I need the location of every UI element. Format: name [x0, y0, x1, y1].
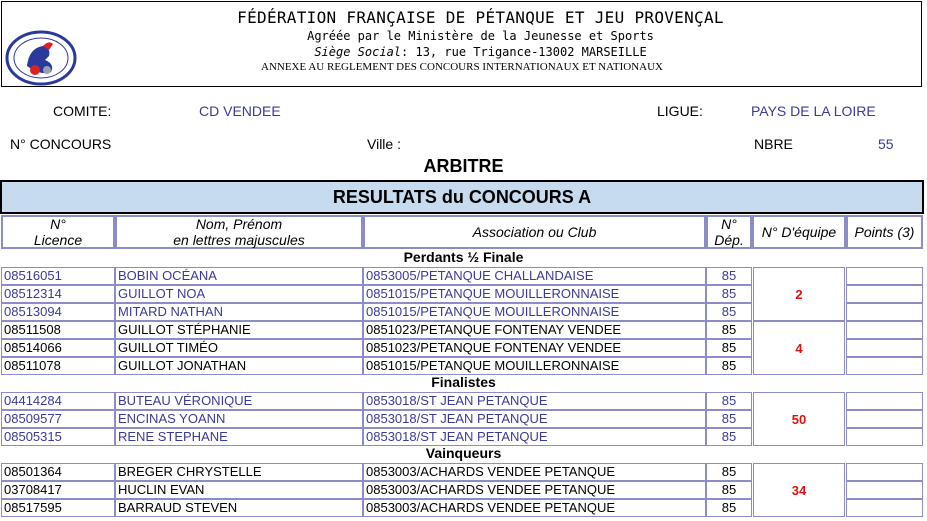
- section-title: Perdants ½ Finale: [403, 249, 524, 265]
- points-cell: [846, 463, 923, 481]
- name-cell: GUILLOT TIMÉO: [115, 339, 363, 357]
- dep-cell: 85: [706, 339, 752, 357]
- name-cell: MITARD NATHAN: [115, 303, 363, 321]
- dep-cell: 85: [706, 481, 752, 499]
- col-nom: [115, 215, 363, 249]
- points-cell: [846, 267, 923, 285]
- name-cell: HUCLIN EVAN: [115, 481, 363, 499]
- dep-cell: 85: [706, 285, 752, 303]
- col-dep: [706, 215, 752, 249]
- points-cell: [846, 392, 923, 410]
- ligue-label: LIGUE:: [657, 103, 703, 119]
- agreement-text: Agréée par le Ministère de la Jeunesse et Sports: [307, 29, 654, 43]
- name-cell: RENE STEPHANE: [115, 428, 363, 446]
- section-title: Finalistes: [431, 374, 496, 390]
- col-nom-line2: en lettres majuscules: [173, 232, 305, 248]
- licence-cell: 08511078: [1, 357, 115, 375]
- team-number: 4: [753, 321, 845, 375]
- points-cell: [846, 339, 923, 357]
- comite-label: COMITE:: [53, 103, 112, 119]
- licence-cell: 08509577: [1, 410, 115, 428]
- club-cell: 0853003/ACHARDS VENDEE PETANQUE: [363, 499, 706, 517]
- licence-cell: 04414284: [1, 392, 115, 410]
- name-cell: BREGER CHRYSTELLE: [115, 463, 363, 481]
- col-licence-line1: N°: [50, 216, 66, 232]
- section-title: Vainqueurs: [425, 445, 502, 461]
- siege-social: [2, 45, 927, 59]
- dep-cell: 85: [706, 357, 752, 375]
- club-cell: 0851023/PETANQUE FONTENAY VENDEE: [363, 339, 706, 357]
- club-cell: 0853018/ST JEAN PETANQUE: [363, 392, 706, 410]
- licence-cell: 08516051: [1, 267, 115, 285]
- licence-cell: 08514066: [1, 339, 115, 357]
- siege-address: : 13, rue Trigance-13002 MARSEILLE: [401, 45, 647, 59]
- team-number: 2: [753, 267, 845, 321]
- name-cell: BARRAUD STEVEN: [115, 499, 363, 517]
- dep-cell: 85: [706, 267, 752, 285]
- col-licence: [1, 215, 115, 249]
- points-cell: [846, 410, 923, 428]
- col-club: [363, 215, 706, 249]
- club-cell: 0851015/PETANQUE MOUILLERONNAISE: [363, 303, 706, 321]
- dep-cell: 85: [706, 428, 752, 446]
- col-equipe: [752, 215, 846, 249]
- col-licence-line2: Licence: [33, 232, 83, 248]
- col-nom-line1: Nom, Prénom: [195, 216, 283, 232]
- licence-cell: 08505315: [1, 428, 115, 446]
- dep-cell: 85: [706, 410, 752, 428]
- col-club-label: Association ou Club: [472, 224, 597, 240]
- dep-cell: 85: [706, 499, 752, 517]
- dep-cell: 85: [706, 303, 752, 321]
- col-points: [846, 215, 923, 249]
- licence-cell: 08517595: [1, 499, 115, 517]
- dep-cell: 85: [706, 463, 752, 481]
- federation-name: FÉDÉRATION FRANÇAISE DE PÉTANQUE ET JEU PROVENÇAL: [237, 8, 724, 27]
- name-cell: GUILLOT NOA: [115, 285, 363, 303]
- federation-header: [1, 1, 922, 87]
- col-dep-line1: N°: [721, 216, 737, 232]
- ligue-value: PAYS DE LA LOIRE: [751, 103, 876, 119]
- col-dep-line2: Dép.: [714, 232, 744, 248]
- licence-cell: 08511508: [1, 321, 115, 339]
- points-cell: [846, 321, 923, 339]
- points-cell: [846, 481, 923, 499]
- col-equipe-label: N° D'équipe: [761, 224, 837, 240]
- points-cell: [846, 303, 923, 321]
- name-cell: BOBIN OCÉANA: [115, 267, 363, 285]
- name-cell: ENCINAS YOANN: [115, 410, 363, 428]
- name-cell: GUILLOT STÉPHANIE: [115, 321, 363, 339]
- dep-cell: 85: [706, 392, 752, 410]
- nbre-value: 55: [878, 136, 894, 152]
- club-cell: 0851015/PETANQUE MOUILLERONNAISE: [363, 285, 706, 303]
- dep-cell: 85: [706, 321, 752, 339]
- points-cell: [846, 499, 923, 517]
- licence-cell: 08501364: [1, 463, 115, 481]
- licence-cell: 08513094: [1, 303, 115, 321]
- club-cell: 0851015/PETANQUE MOUILLERONNAISE: [363, 357, 706, 375]
- comite-value: CD VENDEE: [199, 103, 281, 119]
- club-cell: 0853003/ACHARDS VENDEE PETANQUE: [363, 463, 706, 481]
- points-cell: [846, 285, 923, 303]
- name-cell: GUILLOT JONATHAN: [115, 357, 363, 375]
- club-cell: 0853018/ST JEAN PETANQUE: [363, 410, 706, 428]
- licence-cell: 08512314: [1, 285, 115, 303]
- club-cell: 0853005/PETANQUE CHALLANDAISE: [363, 267, 706, 285]
- club-cell: 0853003/ACHARDS VENDEE PETANQUE: [363, 481, 706, 499]
- results-title: RESULTATS du CONCOURS A: [0, 180, 924, 214]
- points-cell: [846, 357, 923, 375]
- licence-cell: 03708417: [1, 481, 115, 499]
- col-points-label: Points (3): [854, 224, 915, 240]
- arbitre-label: ARBITRE: [423, 156, 504, 176]
- nbre-label: NBRE: [754, 136, 793, 152]
- club-cell: 0851023/PETANQUE FONTENAY VENDEE: [363, 321, 706, 339]
- team-number: 34: [753, 463, 845, 517]
- points-cell: [846, 428, 923, 446]
- ville-label: Ville :: [367, 136, 401, 152]
- concours-label: N° CONCOURS: [10, 136, 112, 152]
- name-cell: BUTEAU VÉRONIQUE: [115, 392, 363, 410]
- team-number: 50: [753, 392, 845, 446]
- annexe-text: ANNEXE AU REGLEMENT DES CONCOURS INTERNATIONAUX ET NATIONAUX: [261, 61, 663, 73]
- siege-label: Siège Social: [314, 45, 402, 59]
- club-cell: 0853018/ST JEAN PETANQUE: [363, 428, 706, 446]
